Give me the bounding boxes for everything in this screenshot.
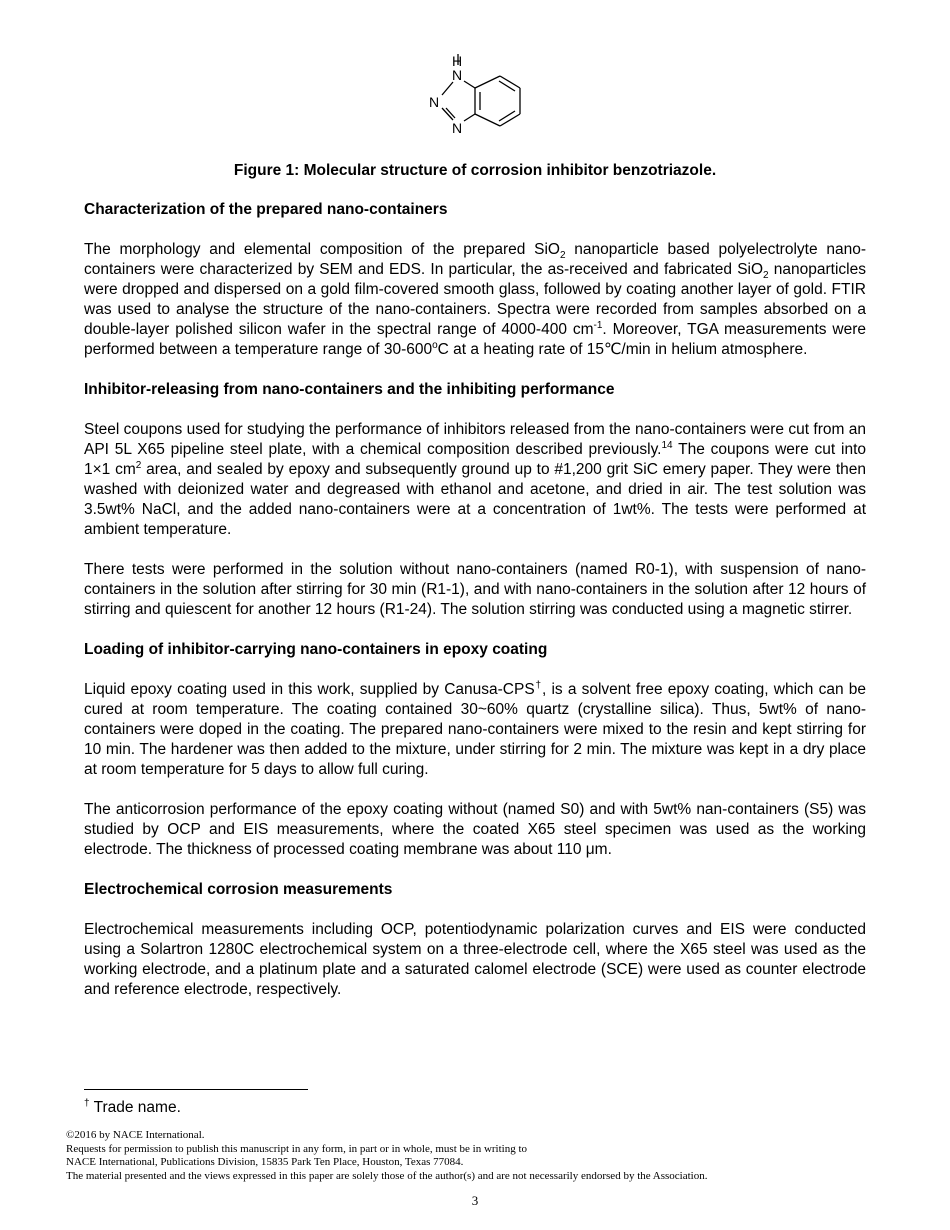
- section-heading-characterization: Characterization of the prepared nano-containers: [84, 201, 448, 218]
- paragraph-test-conditions: There tests were performed in the solution without nano-containers (named R0-1), with suspension of nano-containers in the solution after stirring for 30 min (R1-1), and with nano-containers in the solution after 12 hours of stirring and quiescent for another 12 hours (R1-24). The solution stirring was conducted using a magnetic stirrer.: [84, 561, 866, 618]
- section-heading-electrochemical: Electrochemical corrosion measurements: [84, 881, 393, 898]
- body-text: [84, 200, 866, 1020]
- nitrogen-atom-3-label: N: [452, 120, 463, 136]
- nitrogen-atom-1-label: N: [452, 67, 463, 83]
- paragraph-epoxy-coating: Liquid epoxy coating used in this work, supplied by Canusa-CPS†, is a solvent free epoxy coating, which can be cured at room temperature. The coating contained 30~60% quartz (crystalline silica). Thus, 5wt% of nano-containers were doped in the coating. The prepared nano-containers were mixed to the resin and kept stirring for 10 min. The hardener was then added to the mixture, under stirring for 2 min. The mixture was kept in a dry place at room temperature for 5 days to allow full curing.: [84, 679, 866, 778]
- hydrogen-atom-label: H: [452, 53, 463, 69]
- benzene-ring: [475, 76, 520, 126]
- benzotriazole-structure-figure: [0, 50, 950, 140]
- section-heading-loading: Loading of inhibitor-carrying nano-containers in epoxy coating: [84, 641, 548, 658]
- reference-14: 14: [661, 439, 673, 451]
- paragraph-characterization: The morphology and elemental composition of the prepared SiO$_2$ nanoparticle based polyelectrolyte nano-containers were characterized by SEM and EDS. In particular, the as-received and fabricated SiO$_2$ nanoparticles were dropped and dispersed on a gold film-covered smooth glass, followed by coating another layer of gold. FTIR was used to analyse the structure of the nano-containers. Spectra were recorded from samples absorbed on a double-layer polished silicon wafer in the spectral range of 4000-400 $cm^{-1}$. Moreover, TGA measurements were performed between a temperature range of 30-600$^o$C at a heating rate of 15℃/min in helium atmosphere.: [84, 241, 866, 358]
- footnote-mark-dagger: †: [534, 679, 542, 691]
- paragraph-electrochemical-measurements: Electrochemical measurements including OCP, potentiodynamic polarization curves and EIS were conducted using a Solartron 1280C electrochemical system on a three-electrode cell, where the X65 steel was used as the working electrode, and a platinum plate and a saturated calomel electrode (SCE) were used as counter electrode and reference electrode, respectively.: [84, 921, 866, 998]
- footnote: † Trade name.: [84, 1097, 181, 1116]
- copyright-notice: ©2016 by NACE International. Requests for permission to publish this manuscript in any form, in part or in whole, must be in writing to NACE International, Publications Division, 15835 Park Ten Place, Houston, Texas 77084. The material presented and the views expressed in this paper are solely those of the author(s) and are not necessarily endorsed by the Association.: [66, 1129, 708, 1182]
- page-number: 3: [471, 1193, 479, 1208]
- benzotriazole-molecule-diagram: [420, 50, 530, 138]
- paragraph-steel-coupons: Steel coupons used for studying the performance of inhibitors released from the nano-containers were cut from an API 5L X65 pipeline steel plate, with a chemical composition described previously.$^{14}$ The coupons were cut into 1×1 $cm^2$ area, and sealed by epoxy and subsequently ground up to #1,200 grit SiC emery paper. They were then washed with deionized water and degreased with ethanol and acetone, and dried in air. The test solution was 3.5wt% NaCl, and the added nano-containers were at a concentration of 1wt%. The tests were performed at ambient temperature.: [84, 421, 867, 538]
- footnote-divider: [84, 1089, 308, 1090]
- nitrogen-atom-2-label: N: [429, 94, 440, 110]
- paragraph-anticorrosion-performance: The anticorrosion performance of the epoxy coating without (named S0) and with 5wt% nan-containers (S5) was studied by OCP and EIS measurements, where the coated X65 steel specimen was used as the working electrode. The thickness of processed coating membrane was about 110 μm.: [84, 801, 866, 858]
- figure-caption: Figure 1: Molecular structure of corrosion inhibitor benzotriazole.: [233, 162, 717, 179]
- section-heading-inhibitor-releasing: Inhibitor-releasing from nano-containers and the inhibiting performance: [84, 381, 615, 398]
